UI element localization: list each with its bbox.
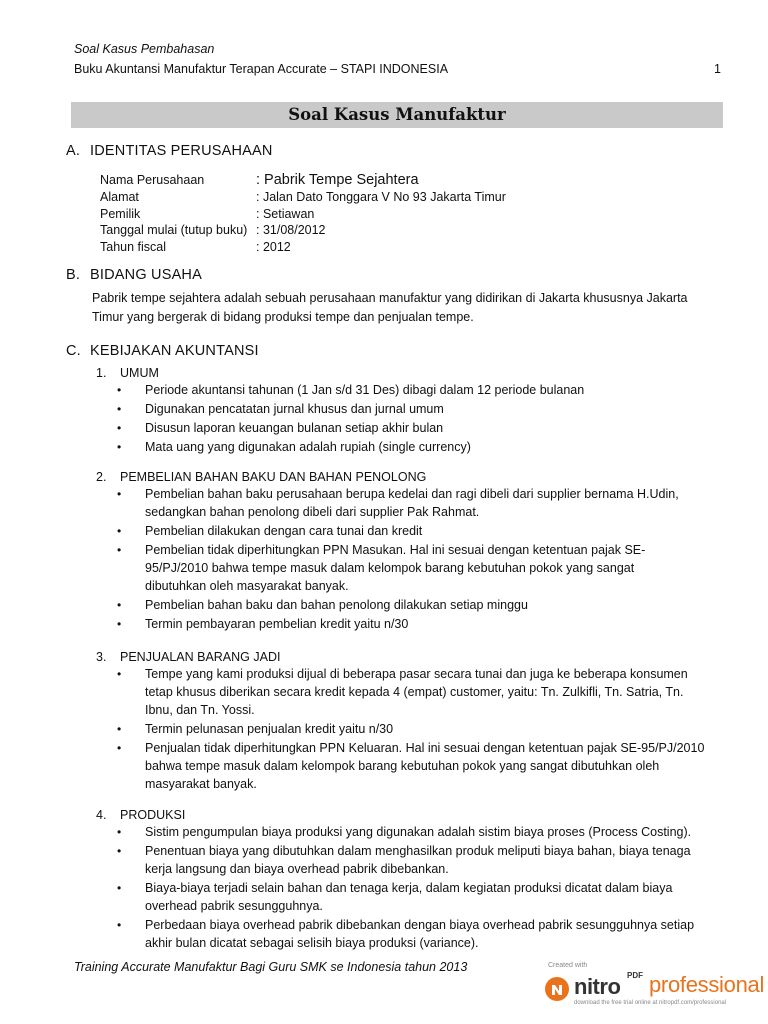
section-b-heading — [66, 267, 202, 283]
page-number: 1 — [714, 62, 721, 76]
list-item — [117, 522, 727, 540]
bullet-list — [117, 485, 727, 634]
list-item-line: 95/PJ/2010 bahwa tempe masuk dalam kelompok barang kebutuhan pokok yang sangat — [145, 561, 635, 575]
identity-row — [100, 239, 506, 256]
section-c-heading — [66, 343, 259, 359]
identity-key: Pemilik — [100, 206, 141, 221]
bullet-list — [117, 823, 727, 953]
business-description — [92, 289, 712, 327]
list-item — [117, 400, 727, 418]
identity-value: : Pabrik Tempe Sejahtera — [256, 172, 419, 188]
section-c-title: KEBIJAKAN AKUNTANSI — [90, 343, 259, 359]
list-item-line: Penentuan biaya yang dibutuhkan dalam menghasilkan produk meliputi biaya bahan, biaya tenaga — [145, 844, 691, 858]
footer-text: Training Accurate Manufaktur Bagi Guru SMK se Indonesia tahun 2013 — [74, 960, 468, 974]
identity-row — [100, 171, 506, 189]
list-item-line: Termin pembayaran pembelian kredit yaitu n/30 — [145, 617, 409, 631]
bullet-icon: • — [117, 918, 122, 932]
list-item-line: Pembelian tidak diperhitungkan PPN Masukan. Hal ini sesuai dengan ketentuan pajak SE- — [145, 543, 646, 557]
list-item-line: bahwa tempe masuk dalam kelompok barang kebutuhan pokok yang sangat dibutuhkan oleh — [145, 759, 660, 773]
subsection-number: 4. — [96, 808, 107, 822]
bullet-icon: • — [117, 617, 122, 631]
paragraph-line: Pabrik tempe sejahtera adalah sebuah perusahaan manufaktur yang didirikan di Jakarta khususnya Jakarta — [92, 291, 688, 305]
company-identity-table — [100, 171, 506, 255]
list-item-line: Pembelian bahan baku perusahaan berupa kedelai dan ragi dibeli dari supplier bernama H.Udin, — [145, 487, 679, 501]
list-item-line: masyarakat banyak. — [145, 777, 257, 791]
nitro-watermark — [544, 960, 766, 1010]
identity-key: Nama Perusahaan — [100, 173, 205, 187]
list-item — [117, 541, 727, 595]
list-item — [117, 720, 727, 738]
paragraph-line: Timur yang bergerak di bidang produksi tempe dan penjualan tempe. — [92, 310, 474, 324]
watermark-brand: nitro — [574, 974, 621, 999]
subsection-heading — [96, 808, 185, 822]
identity-row — [100, 206, 506, 223]
identity-key: Tanggal mulai (tutup buku) — [100, 223, 248, 237]
list-item — [117, 381, 727, 399]
list-item-line: Perbedaan biaya overhead pabrik dibebankan dengan biaya overhead pabrik sesungguhnya setiap — [145, 918, 695, 932]
list-item-line: Biaya-biaya terjadi selain bahan dan tenaga kerja, dalam kegiatan produksi dicatat dalam biaya — [145, 881, 673, 895]
identity-value: : 2012 — [256, 239, 291, 254]
section-a-heading — [66, 143, 273, 159]
bullet-icon: • — [117, 524, 122, 538]
list-item-line: Termin pelunasan penjualan kredit yaitu n/30 — [145, 722, 394, 736]
bullet-icon: • — [117, 881, 122, 895]
bullet-list — [117, 381, 727, 457]
subsection-heading — [96, 650, 280, 664]
section-a-letter: A. — [66, 143, 81, 159]
bullet-icon: • — [117, 722, 122, 736]
list-item — [117, 823, 727, 841]
section-a-title: IDENTITAS PERUSAHAAN — [90, 143, 273, 159]
section-c-letter: C. — [66, 343, 81, 359]
bullet-icon: • — [117, 543, 122, 557]
list-item — [117, 596, 727, 614]
list-item — [117, 916, 727, 952]
subsection-title: UMUM — [120, 366, 159, 380]
header-subtitle: Soal Kasus Pembahasan — [74, 42, 215, 56]
identity-row — [100, 189, 506, 206]
list-item-line: tetap khusus diberikan secara kredit kepada 4 (empat) customer, yaitu: Tn. Zulkifli, Tn. Satria, Tn. — [145, 685, 684, 699]
list-item — [117, 419, 727, 437]
list-item-line: sedangkan bahan penolong dibeli dari supplier Pak Rahmat. — [145, 505, 480, 519]
identity-value: : 31/08/2012 — [256, 223, 326, 237]
watermark-edition: professional — [649, 972, 765, 997]
list-item — [117, 438, 727, 456]
list-item-line: kerja langsung dan biaya overhead pabrik dibebankan. — [145, 862, 449, 876]
subsection-heading — [96, 366, 159, 380]
bullet-icon: • — [117, 667, 122, 681]
list-item-line: overhead pabrik sesungguhnya. — [145, 899, 323, 913]
watermark-pdf: PDF — [627, 971, 643, 980]
list-item — [117, 665, 727, 719]
section-b-letter: B. — [66, 267, 81, 283]
list-item — [117, 739, 727, 793]
section-b-title: BIDANG USAHA — [90, 267, 202, 283]
watermark-created-with: Created with — [548, 962, 588, 969]
bullet-icon: • — [117, 598, 122, 612]
subsection-title: PEMBELIAN BAHAN BAKU DAN BAHAN PENOLONG — [120, 470, 427, 484]
bullet-icon: • — [117, 741, 122, 755]
list-item-line: Penjualan tidak diperhitungkan PPN Keluaran. Hal ini sesuai dengan ketentuan pajak SE-95/PJ/2010 — [145, 741, 705, 755]
document-title: Soal Kasus Manufaktur — [71, 102, 723, 128]
list-item — [117, 879, 727, 915]
identity-value: : Jalan Dato Tonggara V No 93 Jakarta Timur — [256, 190, 506, 204]
subsection-heading — [96, 470, 426, 484]
identity-key: Alamat — [100, 190, 139, 204]
bullet-icon: • — [117, 402, 122, 416]
subsection-number: 1. — [96, 366, 107, 380]
identity-key: Tahun fiscal — [100, 239, 167, 254]
list-item-line: akhir bulan dicatat sebagai selisih biaya produksi (variance). — [145, 936, 479, 950]
subsection-number: 3. — [96, 650, 107, 664]
list-item-line: Periode akuntansi tahunan (1 Jan s/d 31 Des) dibagi dalam 12 periode bulanan — [145, 383, 585, 397]
bullet-icon: • — [117, 440, 122, 454]
header-book-title: Buku Akuntansi Manufaktur Terapan Accurate – STAPI INDONESIA — [74, 62, 449, 76]
bullet-icon: • — [117, 421, 122, 435]
list-item-line: Sistim pengumpulan biaya produksi yang digunakan adalah sistim biaya proses (Process Costing). — [145, 825, 692, 839]
identity-value: : Setiawan — [256, 206, 315, 221]
list-item-line: Ibnu, dan Tn. Yossi. — [145, 703, 255, 717]
bullet-list — [117, 665, 727, 794]
list-item-line: Tempe yang kami produksi dijual di beberapa pasar secara tunai dan juga ke beberapa konsumen — [145, 667, 688, 681]
list-item-line: dibutuhkan oleh masyarakat banyak. — [145, 579, 349, 593]
list-item — [117, 485, 727, 521]
bullet-icon: • — [117, 383, 122, 397]
bullet-icon: • — [117, 825, 122, 839]
list-item-line: Mata uang yang digunakan adalah rupiah (single currency) — [145, 440, 471, 454]
bullet-icon: • — [117, 487, 122, 501]
subsection-title: PRODUKSI — [120, 808, 186, 822]
subsection-title: PENJUALAN BARANG JADI — [120, 650, 281, 664]
list-item-line: Digunakan pencatatan jurnal khusus dan jurnal umum — [145, 402, 444, 416]
watermark-download-note: download the free trial online at nitropdf.com/professional — [574, 1000, 727, 1006]
list-item-line: Pembelian dilakukan dengan cara tunai dan kredit — [145, 524, 423, 538]
list-item-line: Pembelian bahan baku dan bahan penolong dilakukan setiap minggu — [145, 598, 528, 612]
bullet-icon: • — [117, 844, 122, 858]
list-item-line: Disusun laporan keuangan bulanan setiap akhir bulan — [145, 421, 444, 435]
list-item — [117, 842, 727, 878]
subsection-number: 2. — [96, 470, 107, 484]
identity-row — [100, 222, 506, 239]
nitro-logo-icon — [544, 976, 570, 1002]
list-item — [117, 615, 727, 633]
